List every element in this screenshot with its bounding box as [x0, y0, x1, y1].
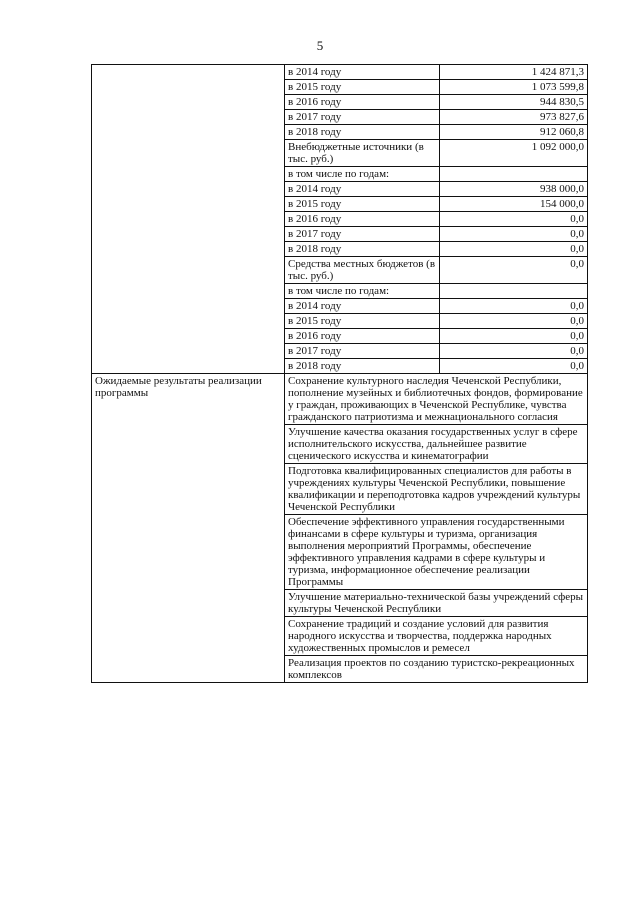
- funding-year-label: в 2016 году: [285, 212, 440, 227]
- result-item: Улучшение материально-технической базы учреждений сферы культуры Чеченской Республики: [285, 590, 588, 617]
- funding-year-label: в 2015 году: [285, 80, 440, 95]
- funding-year-value: 0,0: [440, 314, 588, 329]
- funding-year-value: 0,0: [440, 329, 588, 344]
- funding-year-value: 973 827,6: [440, 110, 588, 125]
- results-row: [92, 374, 588, 425]
- funding-label-cell: [92, 65, 285, 374]
- program-passport-table: [91, 64, 588, 683]
- funding-year-label: в 2015 году: [285, 314, 440, 329]
- extra-budget-label: Внебюджетные источники (в тыс. руб.): [285, 140, 440, 167]
- local-budget-value: 0,0: [440, 257, 588, 284]
- result-item: Сохранение традиций и создание условий для развития народного искусства и творчества, поддержка народных художественных промыслов и ремесел: [285, 617, 588, 656]
- by-years-label: в том числе по годам:: [285, 284, 440, 299]
- funding-year-label: в 2017 году: [285, 227, 440, 242]
- funding-year-value: 1 424 871,3: [440, 65, 588, 80]
- local-budget-label: Средства местных бюджетов (в тыс. руб.): [285, 257, 440, 284]
- funding-year-value: 912 060,8: [440, 125, 588, 140]
- funding-year-value: 154 000,0: [440, 197, 588, 212]
- funding-year-label: в 2014 году: [285, 182, 440, 197]
- result-item: Сохранение культурного наследия Чеченской Республики, пополнение музейных и библиотечных фондов, формирование у граждан, проживающих в Чеченской Республике, чувства гражданского патриотизма и межнационального согласия: [285, 374, 588, 425]
- funding-year-value: 944 830,5: [440, 95, 588, 110]
- funding-row: [92, 65, 588, 80]
- funding-year-label: в 2017 году: [285, 110, 440, 125]
- result-item: Обеспечение эффективного управления государственными финансами в сфере культуры и туризма, организация выполнения мероприятий Программы, обеспечение эффективного управления кадрами в сфере культуры и туризма, информационное обеспечение реализации Программы: [285, 515, 588, 590]
- funding-year-label: в 2016 году: [285, 329, 440, 344]
- result-item: Реализация проектов по созданию туристско-рекреационных комплексов: [285, 656, 588, 683]
- funding-year-label: в 2014 году: [285, 65, 440, 80]
- funding-year-value: 0,0: [440, 212, 588, 227]
- result-item: Подготовка квалифицированных специалистов для работы в учреждениях культуры Чеченской Республики, повышение квалификации и переподготовка кадров учреждений культуры Чеченской Республики: [285, 464, 588, 515]
- extra-budget-value: 1 092 000,0: [440, 140, 588, 167]
- funding-year-label: в 2017 году: [285, 344, 440, 359]
- funding-year-value: 0,0: [440, 227, 588, 242]
- results-label: Ожидаемые результаты реализации программы: [92, 374, 285, 683]
- empty-cell: [440, 284, 588, 299]
- funding-year-label: в 2018 году: [285, 125, 440, 140]
- funding-year-label: в 2018 году: [285, 359, 440, 374]
- by-years-label: в том числе по годам:: [285, 167, 440, 182]
- funding-year-label: в 2016 году: [285, 95, 440, 110]
- funding-year-value: 0,0: [440, 242, 588, 257]
- funding-year-value: 0,0: [440, 344, 588, 359]
- funding-year-value: 1 073 599,8: [440, 80, 588, 95]
- funding-year-value: 0,0: [440, 299, 588, 314]
- funding-year-label: в 2015 году: [285, 197, 440, 212]
- result-item: Улучшение качества оказания государственных услуг в сфере исполнительского искусства, дальнейшее развитие сценического искусства и кинематографии: [285, 425, 588, 464]
- funding-year-value: 938 000,0: [440, 182, 588, 197]
- funding-year-label: в 2018 году: [285, 242, 440, 257]
- page-number: 5: [316, 38, 324, 53]
- funding-year-label: в 2014 году: [285, 299, 440, 314]
- funding-year-value: 0,0: [440, 359, 588, 374]
- empty-cell: [440, 167, 588, 182]
